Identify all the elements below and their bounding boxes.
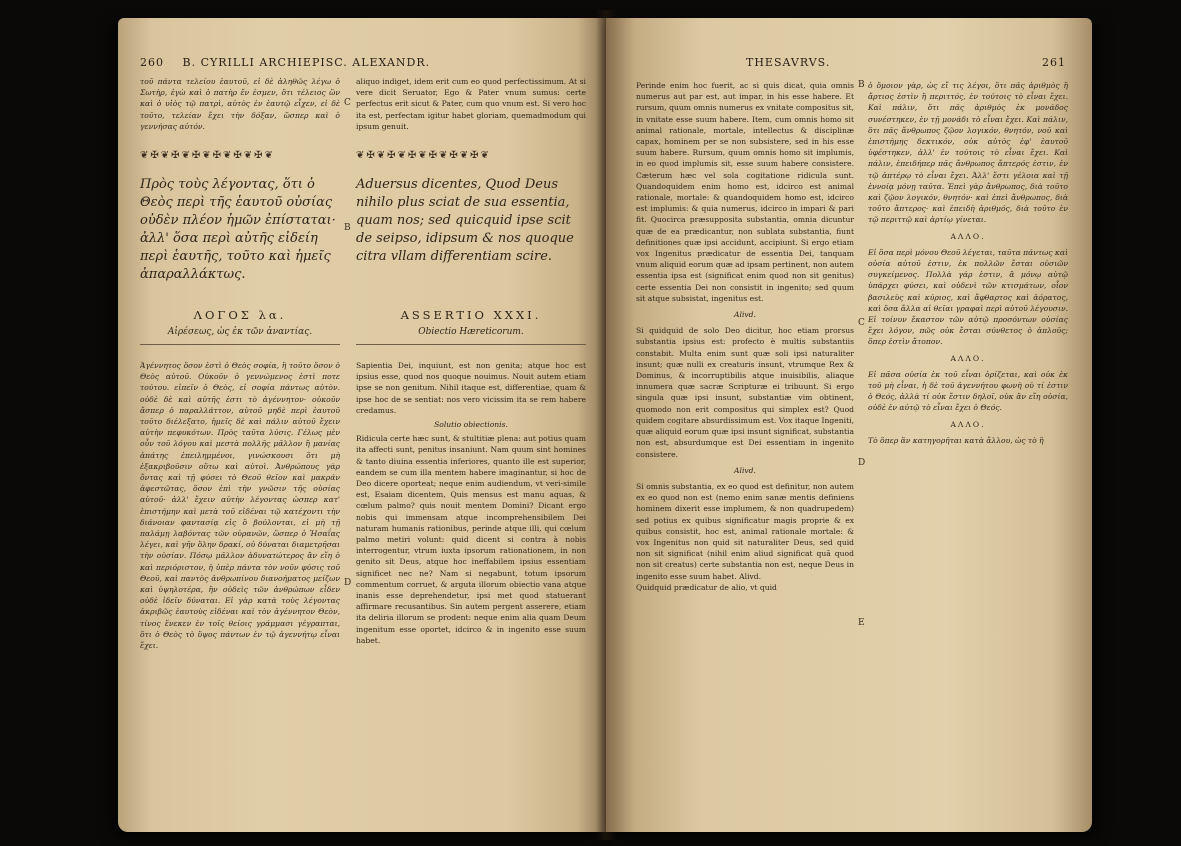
right-latin-para2: Si quidquid de solo Deo dicitur, hoc etiam prorsus substantia ipsius est: profecto è multis substantiis constabit. Multa enim sunt quæ soli ipsi naturaliter insunt; quæ nulli ex creaturis insunt, vtrumque Rex & Dominus, & incorruptibilis atque inuisibilis, aliaque innumera quæ sacræ Scripturæ ei tribuunt. Si ergo singula quæ ipsi insunt, substantiæ vim obtinent, quomodo non erit compositus qui simplex est? Quod quidem cogitare absurdissimum est. Vox itaque Ingeniti, quæ aliquid eorum quæ ipsi insunt significat, substantia non est, absurdumque est Dei essentiam in ingenito consistere. [636, 326, 854, 459]
latin-sub: Obiectio Hæreticorum. [418, 327, 524, 338]
left-page-number: 260 [140, 56, 164, 69]
margin-letter-b1: B [344, 223, 351, 233]
latin-rule [356, 344, 586, 345]
left-ornament-latin: ❦✠❦✠❦✠❦✠❦✠❦✠❦ [356, 150, 491, 161]
left-page [118, 18, 606, 832]
right-latin-tail: Quidquid prædicatur de alio, vt quid [636, 582, 777, 592]
latin-title: Aduersus dicentes, Quod Deus nihilo plus sciat de sua essentia, quam nos; sed quicquid ipse scit de seipso, idipsum & nos quoque citra vllam differentiam scire. [356, 177, 574, 264]
latin-body2: Ridicula certe hæc sunt, & stultitiæ plena: aut potius quam ita affecti sunt, penitus insaniunt. Nam quum sint homines & tanto diuina essentia inferiores, quanto ille est superior, eandem se cum illa mentem habere imaginantur, si hoc de Deo dicere oporteat; neque enim audiendum, vt veri-simile est, Esaiam dicentem, Quis mensus est manu aquas, & cœlum palmo? quis nouit mentem Domini? Dicant ergo nobis qui immensam atque incomprehensibilem Dei naturam humanis rationibus, perinde atque illi, qui cœlum palmo metiri volunt: quid dicent si contra à nobis interrogentur, vtrum iuxta ipsorum rationationem, in non genito sit Deus, atque hoc ineffabilem ipsius essentiam significet nec ne? Nam si negabunt, totum ipsorum commentum corruet, & arguta illorum obiectio vana atque inanis esse deprehendetur, ipsi met quod statuerant affirmare recusantibus. Sin autem pergent asserere, etiam ita deliria illorum se prodent: neque enim alia quam Deum ingenitum esse oportet, idcirco & in ingenito esse suum habet. [356, 434, 586, 645]
right-head-title: THESAVRVS. [746, 56, 831, 69]
margin-letter-e2: E [858, 618, 865, 628]
right-page [606, 18, 1092, 832]
right-latin-para1: Perinde enim hoc fuerit, ac si quis dicat, quia omnis numerus aut par est, aut impar, in his esse habere. Et rursum, quum omnis numerus ex vnitate compositus sit, in vnitate esse suum habere. Item, cum omnis homo sit animal rationale, mortale, intellectus & disciplinæ capax, hominem per se non subsistere, sed in his esse suum habere. Rursum, quum omnis homo sit implumis, in eo quod implumis sit, esse suum habere consistere. Cæterum hæc vel sola cogitatione ridicula sunt. Quandoquidem enim homo est, idcirco est animal rationale, mortale: & quandoquidem homo est, idcirco est implumis: & quia numerus, idcirco in impari & pari fit. Quocirca præsupposita substantia, omnia dicuntur quæ de ea prædicantur, non sublata substantia, fiunt definitiones quæ ipsi accidunt, accipiunt. Si ergo etiam vox Ingenitus prædicatur de essentia Dei, tanquam vnum aliquid eorum quæ ad ipsam pertinent, non autem essentia ipsa est (significat enim quod non sit genitus) certe essentia Dei non consistit in ingenito; sed quum sit atque subsistat, ingenitus est. [636, 81, 854, 303]
greek-title: Πρὸς τοὺς λέγοντας, ὅτι ὁ Θεὸς περὶ τῆς ἑαυτοῦ οὐσίας οὐδὲν πλέον ἡμῶν ἐπίσταται· ἀλλ' ὅσα περὶ αὐτῆς εἰδείη περὶ ἑαυτῆς, τοῦτο καὶ ἡμεῖς ἀπαραλλάκτως. [140, 177, 336, 282]
margin-letter-c2: C [858, 318, 865, 328]
greek-rule [140, 344, 340, 345]
margin-letter-c1: C [344, 98, 351, 108]
right-latin-aliud-2: Alivd. [734, 465, 756, 475]
right-page-number: 261 [1042, 56, 1066, 69]
left-running-head [140, 56, 430, 69]
greek-heading-block [140, 302, 340, 347]
right-greek-aliud-1: ΑΛΛΟ. [950, 231, 986, 241]
latin-body: Sapientia Dei, inquiunt, est non genita; atque hoc est ipsius esse, quod nos quoque nouimus. Nouit autem etiam ipse se non genitum. Nihil itaque est, differentiae, quam & ipse hoc de se sentiat: nos vero vicissim ita se rem habere credamus. [356, 361, 586, 415]
greek-body: Ἀγέννητος ὅσον ἐστὶ ὁ Θεὸς σοφία, ἢ τοῦτο ὅσον ὁ Θεὸς αὐτοῦ. Οὐκοῦν ὁ γεννώμενος ἐστὶ ποτε τούτου. εἰπεῖν ὁ Θεὸς, εἰ σοφία πάντως αὐτὸν. οὐδὲ δὲ καὶ αὐτῆς ἐστι τὸ ἀγέννητον· οὐκοῦν ἄσπερ ὁ παραλλάττον, αὐτοῦ μηδὲ περὶ ἑαυτοῦ τοῦτο διέλεξατο, ἡμεῖς δὲ καὶ πάλιν αὐτοῦ ἔχειν αὐτὴν πεφυκότων. Πρὸς ταῦτα λύσις. Γέλως μὲν οὖν τοῦ λόγου καὶ μεστὰ πολλῆς μᾶλλον ἢ μανίας ἀπάτης ἐπειλημμένοι, γινώσκουσι ὅτι μὴ ἐξακριβοῦσιν οὕτω καὶ αὐτοὶ. Ἀνθρώπους γὰρ ὄντας καὶ τῇ φύσει τὸ Θεοῦ θεῖον καὶ μακράν ἀφεστῶτας, ὅσον ἐπὶ τὴν γνῶσιν τῆς οὐσίας αὐτοῦ· ἀλλ' ἔχειν αὐτὴν λέγοντας ὡσπερ κατ' ἐπιστήμην καὶ μετὰ τοῦ εἰδέναι τῷ κατέχοντι τὴν διάνοιαν φαντασίᾳ εἰς ὃ βούλονται, εἰ μὴ τῇ παλάμῃ λαβόντας τῶν οὐρανῶν, ὥσπερ ὁ Ἡσαΐας λέγει, καὶ γῆν ὅλην δρακί, οὐ δύναται διαμετρῆσαι τὴν οὐσίαν. Πόσῳ μᾶλλον ἀδυνατώτερος ἂν εἴη ὁ καὶ περιόριστον, ἡ ὑπὲρ πάντα τὸν νοῦν φύσις τοῦ Θεοῦ, καὶ παντὸς ἀνθρωπίνου διανοήματος μείζων καὶ ὑψηλοτέρα, ἣν οὐδεὶς τῶν ἀνθρώπων εἶδεν οὐδὲ ἰδεῖν δύναται. Εἰ γὰρ κατὰ τοὺς λέγοντας ἀκριβῶς ἑαυτοὺς εἰδέναι καὶ τὸν ἀγέννητον Θεὸν, τίνος ἕνεκεν ἐν τοῖς θείοις γράμμασι γέγραπται, ὅτι ὁ Θεὸς τὸ ὕψος πάντων ἐν τῷ ἀγεννήτῳ εἶναι ἔχει. [140, 361, 340, 651]
right-greek-aliud-2: ΑΛΛΟ. [950, 353, 986, 363]
right-greek-tail: Τὸ ὅπερ ἂν κατηγορῆται κατὰ ἄλλου, ὡς τὸ ἢ [868, 435, 1044, 445]
greek-heading: ΛΟΓΟΣ λα. [193, 308, 287, 322]
latin-intro: aliquo indiget, idem erit cum eo quod perfectissimum. At si vere dicit Seruator, Ego & Pater vnum sumus: certe perfectus erit sicut & Pater, cum quo vnum est. Si vero hoc ita est, perfectam igitur habet gloriam, quemadmodum qui ipsum genuit. [356, 77, 586, 131]
latin-heading: ASSERTIO XXXI. [400, 308, 542, 322]
latin-solutio: Solutio obiectionis. [434, 420, 508, 430]
left-head-title: B. CYRILLI ARCHIEPISC. ALEXANDR. [182, 56, 431, 69]
margin-letter-d1: D [344, 578, 352, 588]
greek-sub: Αἱρέσεως, ὡς ἐκ τῶν ἀναντίας. [167, 327, 313, 338]
right-greek-para1: ὁ ὅμοιον γὰρ, ὡς εἴ τις λέγοι, ὅτι πᾶς ἀριθμὸς ἢ ἄρτιος ἐστὶν ἢ περιττός, ἐν τούτοις τὸ εἶναι ἔχει. Καὶ πάλιν, ὅτι πᾶς ἀριθμὸς ἐκ μονάδος συνέστηκεν, ἐν τῇ μονάδι τὸ εἶναι ἔχει. Καὶ πάλιν, ὅτι πᾶς ἄνθρωπος ζῷον λογικόν, θνητόν, νοῦ καὶ ἐπιστήμης δεκτικόν, οὐκ αὐτὸς ἐφ' ἑαυτοῦ ὑφέστηκεν, ἀλλ' ἐν τούτοις τὸ εἶναι ἔχει. Καὶ πάλιν, ἐπειδήπερ πᾶς ἄνθρωπος ἄπτερός ἐστιν, ἐν τῷ ἀπτέρῳ τὸ εἶναι ἔχει. Ἀλλ' ἔστι γέλοια καὶ τῇ ἐννοίᾳ μόνῃ ταῦτα. Ἐπεὶ γὰρ ἄνθρωπος, διὰ τοῦτο καὶ ζῷον λογικόν, θνητόν· καὶ ἐπεὶ ἄνθρωπος, διὰ τοῦτο ἄπτερος· καὶ ἐπειδὴ ἀριθμός, διὰ τοῦτο ἐν τῷ περιττῷ καὶ ἀρτίῳ γίνεται. [868, 81, 1068, 225]
right-greek-para3: Εἰ πᾶσα οὐσία ἐκ τοῦ εἶναι ὁρίζεται, καὶ οὐκ ἐκ τοῦ μὴ εἶναι, ἡ δὲ τοῦ ἀγεννήτου φωνὴ οὐ τί ἐστιν ὁ Θεός, ἀλλὰ τί οὐκ ἔστιν δηλοῖ, οὐκ ἂν εἴη οὐσία, οὐδὲ ἐν αὐτῷ τὸ εἶναι ἔχει ὁ Θεός. [868, 369, 1068, 413]
latin-body-column [356, 360, 586, 820]
right-greek-para2: Εἰ ὅσα περὶ μόνου Θεοῦ λέγεται, ταῦτα πάντως καὶ οὐσία αὐτοῦ ἐστιν, ἐκ πολλῶν ἔσται οὐσιῶν συγκείμενος. Πολλὰ γάρ ἐστιν, ἃ μόνῳ αὐτῷ ὑπάρχει φύσει, καὶ οὐδενὶ τῶν κτισμάτων, οἷον βασιλεὺς καὶ κύριος, καὶ ἄφθαρτος καὶ ἀόρατος, καὶ ὅσα ἄλλα αἱ θεῖαι γραφαὶ περὶ αὐτοῦ λέγουσιν. Εἰ τοίνυν ἕκαστον τῶν αὐτῷ προσόντων οὐσίας ἔχει λόγον, πῶς οὐκ ἔσται σύνθετος ὁ ἁπλοῦς; ὅπερ ἐστὶν ἄτοπον. [868, 247, 1068, 347]
latin-heading-block [356, 302, 586, 347]
margin-letter-b2: B [858, 80, 865, 90]
left-ornament-greek: ❦✠❦✠❦✠❦✠❦✠❦✠❦ [140, 150, 275, 161]
right-latin-para3: Si omnis substantia, ex eo quod est definitur, non autem ex eo quod non est (nemo enim sanæ mentis definiens hominem dixerit esse implumem, & non quadrupedem) sed potius ex quibus significatur magis proprie & ex quibus consistit, hoc est, animal rationale mortale: & vox Ingenitus non quid sit naturaliter Deus, sed quid non sit significat (nihil enim aliud significat quã quod non sit creatus) certe substantia non est, neque Deus in ingenito esse suum habet. Alivd. [636, 481, 854, 581]
right-running-head [676, 56, 1076, 69]
greek-intro: τοῦ πάντα τελείου ἑαυτοῦ, εἰ δὲ ἀληθῶς λέγω ὁ Σωτὴρ, ἐγὼ καὶ ὁ πατὴρ ἕν ἐσμεν, ὅτι τέλειος ὢν καὶ ὁ υἱὸς τῷ πατρὶ, αὐτὸς ἐν ἑαυτῷ εἶχεν, εἰ δὲ τοῦτο, τελείαν ἔχει τὴν δόξαν, ὥσπερ καὶ ὁ γεννήσας αὐτόν. [140, 77, 340, 131]
right-latin-aliud-1: Alivd. [734, 310, 756, 320]
margin-letter-d2: D [858, 458, 866, 468]
right-greek-column [868, 80, 1068, 825]
right-latin-column [636, 80, 854, 825]
right-greek-aliud-3: ΑΛΛΟ. [950, 419, 986, 429]
